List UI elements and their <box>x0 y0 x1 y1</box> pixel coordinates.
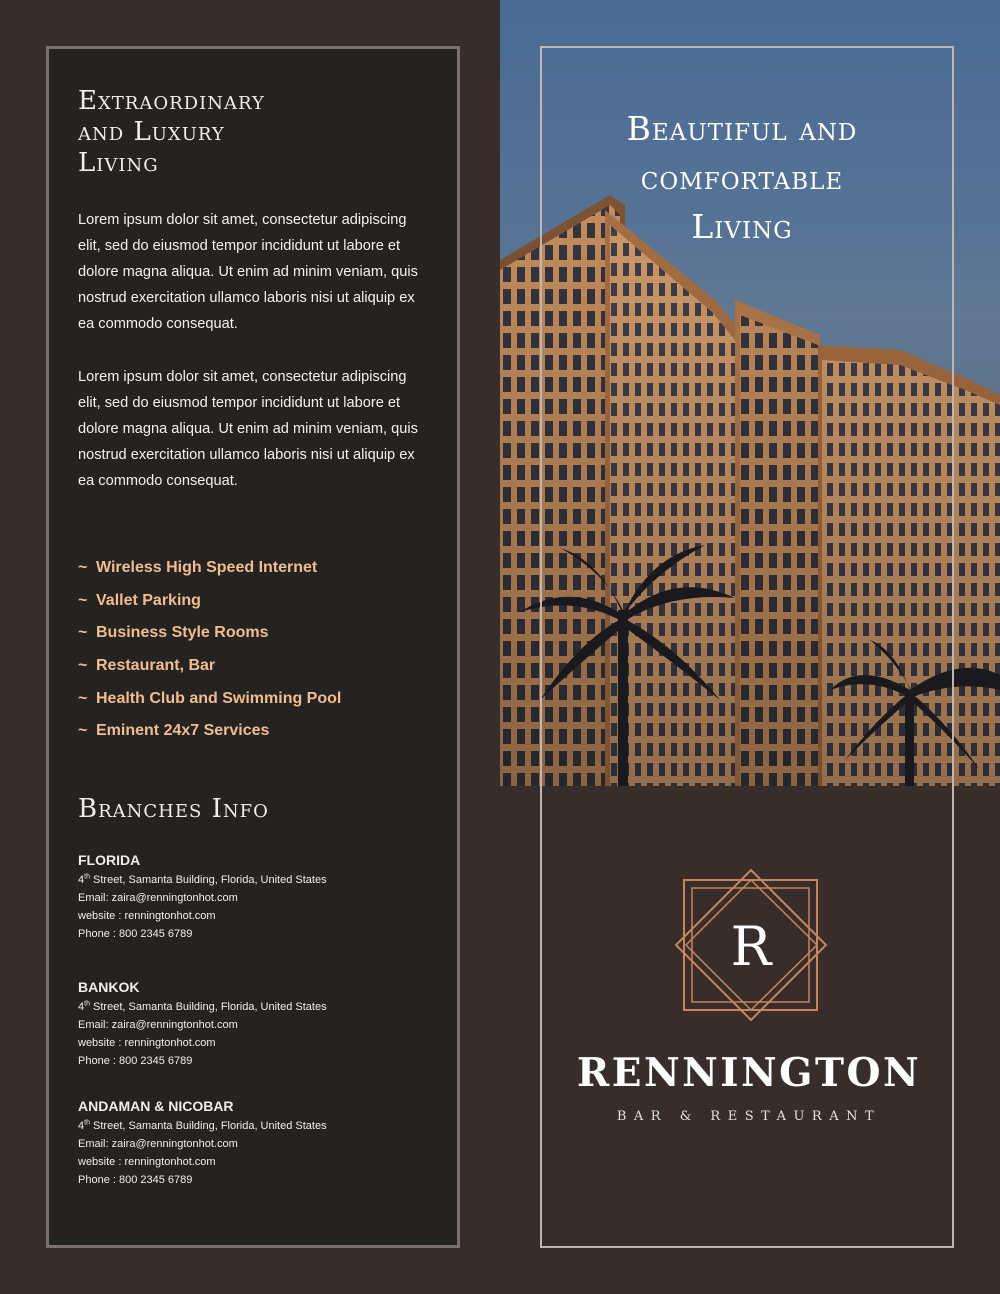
intro-paragraph: Lorem ipsum dolor sit amet, consectetur adipiscing elit, sed do eiusmod tempor incididunt ut labore et dolore magna aliqua. Ut enim ad minim veniam, quis nostrud exercitation ullamco laboris nisi ut aliquip ex ea commodo consequat. <box>78 212 418 332</box>
feature-item <box>78 715 341 748</box>
photo-title-line: Beautiful and <box>626 109 858 148</box>
street-rest: Street, Samanta Building, Florida, United States <box>89 1001 327 1013</box>
feature-item <box>78 617 341 650</box>
branch-website: website : renningtonhot.com <box>78 1037 216 1049</box>
feature-label: Business Style Rooms <box>96 624 269 642</box>
branch-address <box>78 998 438 1016</box>
feature-label: Vallet Parking <box>96 591 201 609</box>
feature-label: Health Club and Swimming Pool <box>96 689 342 707</box>
feature-label: Wireless High Speed Internet <box>96 559 318 577</box>
feature-label: Eminent 24x7 Services <box>96 722 270 740</box>
feature-item <box>78 682 341 715</box>
branch-website: website : renningtonhot.com <box>78 1156 216 1168</box>
branch-address <box>78 1117 438 1135</box>
branch-name: ANDAMAN & NICOBAR <box>78 1098 234 1114</box>
street-rest: Street, Samanta Building, Florida, United States <box>89 874 327 886</box>
photo-title <box>562 104 922 251</box>
feature-item <box>78 552 341 585</box>
street-number: 4 <box>78 1120 85 1132</box>
street-number: 4 <box>78 874 85 886</box>
brand-name: RENNINGTON <box>576 1050 922 1096</box>
branch-block <box>78 1097 438 1189</box>
tilde-bullet: ~ <box>78 689 88 707</box>
branch-email: Email: zaira@renningtonhot.com <box>78 892 238 904</box>
branch-phone: Phone : 800 2345 6789 <box>78 1055 193 1067</box>
tilde-bullet: ~ <box>78 624 88 642</box>
feature-item <box>78 585 341 618</box>
street-rest: Street, Samanta Building, Florida, United States <box>89 1120 327 1132</box>
brand-subtitle: BAR & RESTAURANT <box>616 1109 882 1124</box>
branch-block <box>78 851 438 943</box>
feature-list <box>78 552 341 748</box>
street-ordinal: th <box>84 1000 90 1008</box>
branch-name: BANKOK <box>78 979 140 995</box>
branch-phone: Phone : 800 2345 6789 <box>78 928 193 940</box>
branch-phone: Phone : 800 2345 6789 <box>78 1174 193 1186</box>
feature-label: Restaurant, Bar <box>96 657 216 675</box>
branch-email: Email: zaira@renningtonhot.com <box>78 1019 238 1031</box>
logo-letter: R <box>730 915 772 978</box>
intro-paragraph: Lorem ipsum dolor sit amet, consectetur adipiscing elit, sed do eiusmod tempor incididunt ut labore et dolore magna aliqua. Ut enim ad minim veniam, quis nostrud exercitation ullamco laboris nisi ut aliquip ex ea commodo consequat. <box>78 369 418 489</box>
tilde-bullet: ~ <box>78 722 88 740</box>
tilde-bullet: ~ <box>78 591 88 609</box>
branch-website: website : renningtonhot.com <box>78 910 216 922</box>
tilde-bullet: ~ <box>78 657 88 675</box>
main-heading-line: Living <box>78 148 159 178</box>
photo-title-line: comfortable <box>640 158 844 197</box>
branch-email: Email: zaira@renningtonhot.com <box>78 1138 238 1150</box>
main-heading-line: Extraordinary <box>78 86 265 116</box>
photo-title-line: Living <box>691 207 793 246</box>
main-heading <box>78 86 398 179</box>
feature-item <box>78 650 341 683</box>
tilde-bullet: ~ <box>78 559 88 577</box>
street-ordinal: th <box>84 1119 90 1127</box>
street-ordinal: th <box>84 873 90 881</box>
main-heading-line: and Luxury <box>78 117 225 147</box>
branch-block <box>78 978 438 1070</box>
branches-heading: Branches Info <box>78 794 269 824</box>
branch-name: FLORIDA <box>78 852 141 868</box>
branch-address <box>78 871 438 889</box>
street-number: 4 <box>78 1001 85 1013</box>
